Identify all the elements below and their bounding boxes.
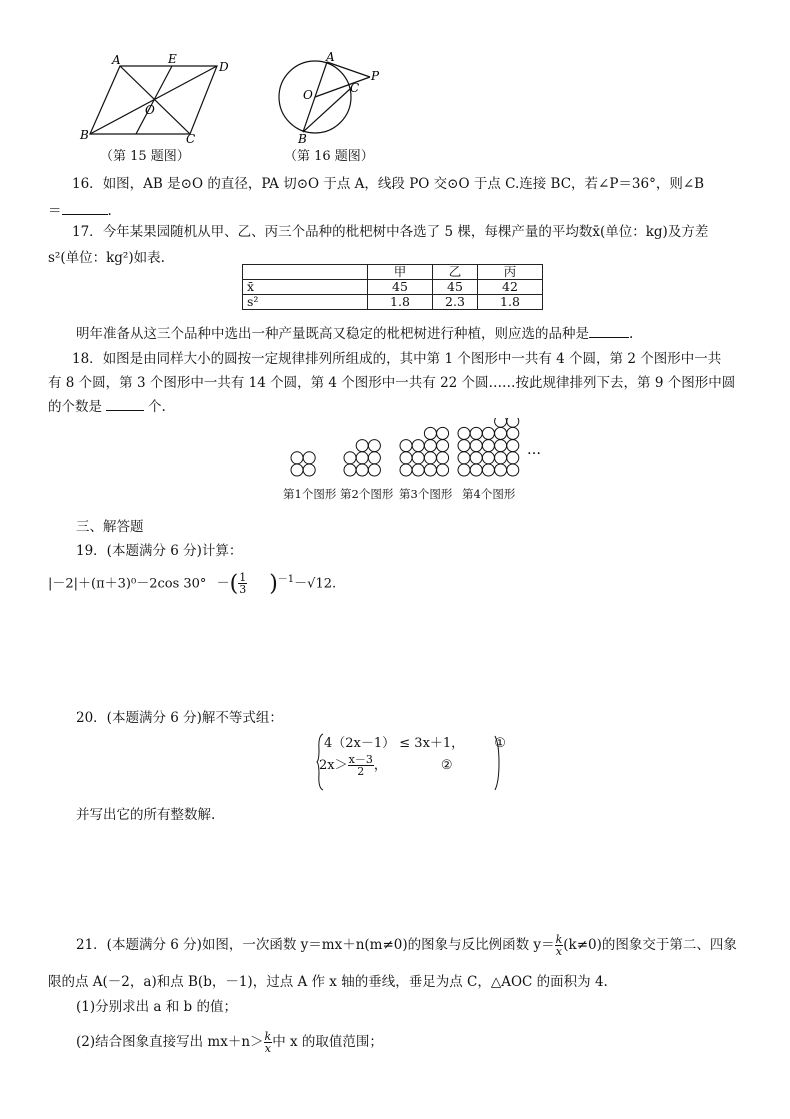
q16-number: 16． [72, 176, 103, 192]
pattern-circle [507, 464, 519, 476]
q19-expr-part-c: －√12. [294, 576, 337, 592]
pattern-circle [507, 427, 519, 439]
pattern-circle [495, 427, 507, 439]
pattern-circle [482, 427, 494, 439]
pattern-circle [470, 427, 482, 439]
pattern-circle [495, 418, 507, 427]
pattern-circle [424, 440, 436, 452]
q21-text-b: (k≠0)的图象交于第二、四象 [563, 937, 737, 953]
q17-number: 17． [72, 224, 103, 240]
q21-part2-fraction [264, 1031, 273, 1054]
q21-part2-text-b: 中 x 的取值范围； [272, 1034, 383, 1050]
q20-system [316, 732, 506, 792]
pattern-circle [303, 452, 315, 464]
table-row [243, 280, 543, 295]
pattern-circle [470, 440, 482, 452]
q20-mark-2: ② [440, 758, 453, 773]
pattern-circle [458, 464, 470, 476]
q21-line2: 限的点 A(－2，a)和点 B(b，－1)，过点 A 作 x 轴的垂线，垂足为点 C，△AOC 的面积为 4. [48, 974, 608, 990]
frac-num: x－3 [348, 753, 373, 766]
pattern-circle [482, 440, 494, 452]
table-cell: 42 [478, 280, 543, 295]
q19-title: 19．(本题满分 6 分)计算： [76, 543, 243, 559]
figure-15 [72, 52, 242, 144]
q21-part2-text-a: (2)结合图象直接写出 mx＋n＞ [76, 1034, 264, 1050]
pattern-circle [412, 452, 424, 464]
q20-inequality-2-lhs: 2x＞ [319, 758, 348, 773]
table-cell: 2.3 [433, 295, 478, 310]
frac-den: x [264, 1042, 271, 1055]
q18-number: 18． [72, 351, 103, 367]
label-P: P [371, 69, 380, 83]
q16-end: . [107, 203, 112, 219]
table-header-cell: 丙 [478, 265, 543, 280]
label-O: O [303, 88, 313, 102]
q18-line1 [72, 347, 721, 367]
pattern-circle [400, 464, 412, 476]
q18-circle-figures [280, 418, 550, 484]
q19-fraction [238, 572, 247, 595]
q18-fig-label-2: 第2个图形 [340, 487, 394, 501]
pattern-circle [507, 418, 519, 427]
table-cell: 45 [433, 280, 478, 295]
pattern-circle [424, 464, 436, 476]
table-row [243, 295, 543, 310]
pattern-circle [368, 452, 380, 464]
pattern-circle [412, 440, 424, 452]
q21-line1 [76, 933, 737, 957]
table-cell: x̄ [243, 280, 368, 295]
pattern-circle [437, 452, 449, 464]
label-B: B [80, 128, 89, 142]
pattern-circle [482, 452, 494, 464]
q17-line2: s²(单位：kg²)如表. [48, 250, 165, 266]
table-cell: 1.8 [478, 295, 543, 310]
label-O: O [145, 103, 155, 117]
pattern-circle [507, 452, 519, 464]
q19-exponent: －1 [277, 574, 295, 585]
frac-den: 3 [239, 583, 247, 597]
pattern-circle [424, 427, 436, 439]
pattern-circle [495, 440, 507, 452]
q20-fraction [348, 754, 374, 777]
label-C: C [186, 132, 196, 144]
pattern-circle [437, 464, 449, 476]
paren-right: ) [269, 571, 278, 597]
fig15-caption: （第 15 题图） [100, 149, 190, 164]
pattern-circle [400, 440, 412, 452]
q17-question: 明年准备从这三个品种中选出一种产量既高又稳定的枇杷树进行种植，则应选的品种是 [76, 326, 589, 342]
q18-fig-label-1: 第1个图形 [283, 487, 337, 501]
q18-end: 个. [148, 399, 166, 415]
pattern-circle [368, 464, 380, 476]
pattern-circle [344, 464, 356, 476]
paren-left: ( [229, 571, 239, 597]
frac-num: k [264, 1030, 272, 1043]
q21-part2 [76, 1030, 383, 1054]
pattern-circle [356, 452, 368, 464]
label-B: B [298, 132, 307, 144]
q16-eq: ＝ [48, 203, 62, 219]
pattern-circle [291, 464, 303, 476]
frac-num: k [555, 933, 563, 946]
q17-text: 今年某果园随机从甲、乙、丙三个品种的枇杷树中各选了 5 棵，每棵产量的平均数x̄(单位：kg)及方差 [102, 224, 709, 240]
table-header-cell: 乙 [433, 265, 478, 280]
q20-inequality-1: 4（2x－1） ≤ 3x＋1， [324, 736, 465, 751]
pattern-circle [344, 452, 356, 464]
q18-text: 如图是由同样大小的圆按一定规律排列所组成的，其中第 1 个图形中一共有 4 个圆，第 2 个图形中一共 [102, 351, 722, 367]
pattern-circle [368, 440, 380, 452]
q20-inequality-2-end: ， [373, 758, 387, 773]
pattern-circle [495, 464, 507, 476]
q18-line3 [48, 395, 166, 415]
pattern-circle [458, 427, 470, 439]
pattern-circle [482, 464, 494, 476]
label-A: A [112, 53, 121, 67]
q16-line1 [72, 172, 704, 192]
q17-line1 [72, 220, 708, 240]
q21-part1: (1)分别求出 a 和 b 的值； [76, 999, 237, 1015]
q16-text: 如图，AB 是⊙O 的直径，PA 切⊙O 于点 A，线段 PO 交⊙O 于点 C.连接 BC，若∠P＝36°，则∠B [102, 176, 705, 192]
q17-answer-blank[interactable] [589, 325, 629, 338]
q18-line2: 有 8 个圆，第 3 个图形中一共有 14 个圆，第 4 个图形中一共有 22 个圆……按此规律排列下去，第 9 个图形中圆 [48, 375, 736, 391]
fig16-caption: （第 16 题图） [284, 149, 374, 164]
brace-right [494, 734, 500, 792]
q17-end: . [629, 326, 634, 342]
figure-16 [270, 52, 390, 144]
pattern-circle [458, 440, 470, 452]
pattern-circle [458, 452, 470, 464]
q17-line3 [76, 322, 633, 342]
q19-expression [48, 570, 336, 596]
section-heading: 三、解答题 [76, 519, 144, 535]
table-header-row [243, 265, 543, 280]
table-header-cell: 甲 [368, 265, 433, 280]
q18-question: 的个数是 [48, 399, 102, 415]
q20-tail: 并写出它的所有整数解. [76, 807, 216, 823]
pattern-circle [495, 452, 507, 464]
q17-table [242, 264, 543, 310]
frac-num: 1 [239, 571, 247, 585]
q16-line2 [48, 199, 112, 219]
label-D: D [219, 60, 229, 74]
q20-mark-1: ① [494, 736, 506, 751]
frac-den: 2 [357, 765, 365, 778]
pattern-circle [356, 440, 368, 452]
label-A: A [326, 52, 335, 64]
q18-answer-blank[interactable] [106, 398, 144, 411]
q21-text-a: 21．(本题满分 6 分)如图，一次函数 y＝mx＋n(m≠0)的图象与反比例函数 y＝ [76, 937, 555, 953]
q19-expr-part-a: |－2|＋(π＋3)⁰－2cos 30° [48, 576, 207, 592]
q21-fraction [555, 934, 564, 957]
table-header-cell [243, 265, 368, 280]
pattern-circle [507, 440, 519, 452]
pattern-circle [400, 452, 412, 464]
q19-minus: － [216, 576, 230, 592]
pattern-circle [424, 452, 436, 464]
pattern-circle [291, 452, 303, 464]
table-cell: 1.8 [368, 295, 433, 310]
ellipsis: … [527, 442, 541, 458]
q20-title: 20．(本题满分 6 分)解不等式组： [76, 710, 283, 726]
pattern-circle [412, 464, 424, 476]
pattern-circle [470, 464, 482, 476]
label-E: E [168, 52, 177, 66]
table-cell: s² [243, 295, 368, 310]
pattern-circle [356, 464, 368, 476]
pattern-circle [437, 440, 449, 452]
q16-answer-blank[interactable] [62, 202, 108, 215]
pattern-circle [470, 452, 482, 464]
frac-den: x [555, 945, 563, 958]
table-cell: 45 [368, 280, 433, 295]
pattern-circle [303, 464, 315, 476]
pattern-circle [437, 427, 449, 439]
label-C: C [350, 81, 360, 95]
q18-fig-label-4: 第4个图形 [462, 487, 516, 501]
q18-fig-label-3: 第3个图形 [399, 487, 453, 501]
